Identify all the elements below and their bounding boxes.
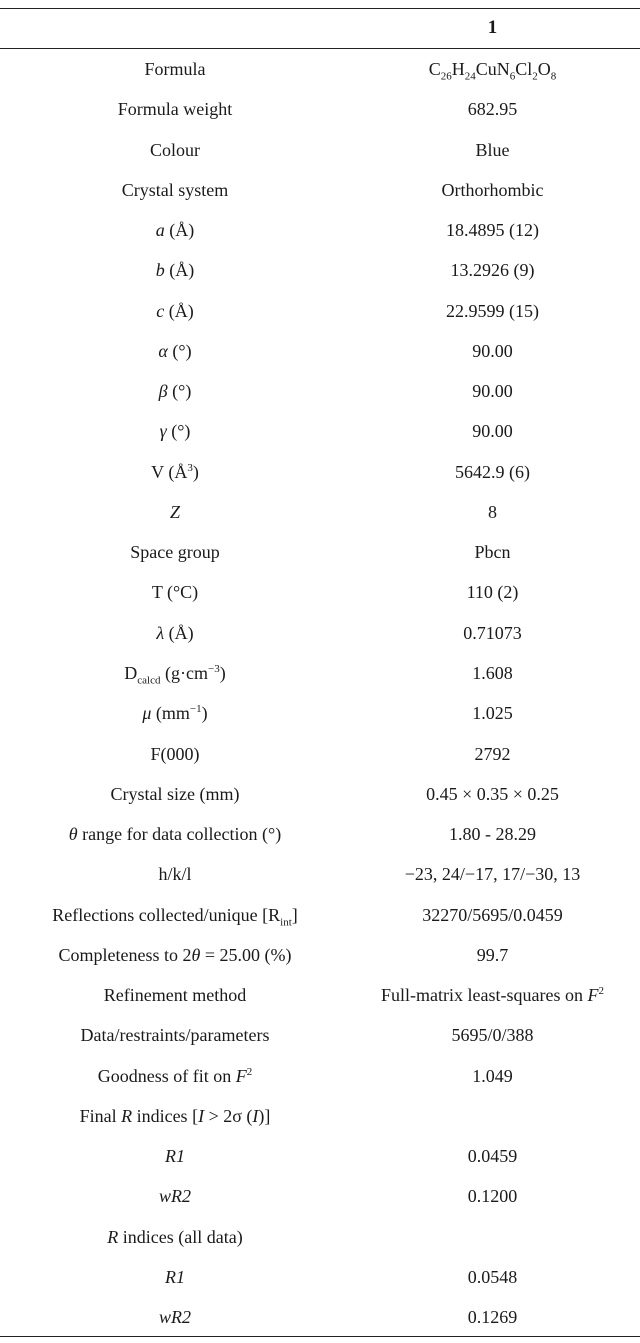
table-row [0, 1217, 640, 1257]
row-value: 1.049 [472, 1065, 513, 1086]
row-value: 18.4895 (12) [446, 220, 539, 241]
row-value: 5695/0/388 [451, 1025, 534, 1046]
row-value: 90.00 [472, 340, 513, 361]
row-label: γ (°) [159, 421, 191, 442]
table-bottom-rule [0, 1336, 640, 1337]
row-value: 0.1200 [467, 1186, 518, 1207]
table-row [0, 572, 640, 612]
table-row [0, 653, 640, 693]
table-row [0, 734, 640, 774]
row-value: 2792 [474, 743, 511, 764]
row-label: μ $(mm^{-1})$ [142, 703, 208, 724]
table-row [0, 895, 640, 935]
table-row [0, 250, 640, 290]
table-row [0, 371, 640, 411]
row-label: β (°) [158, 381, 192, 402]
row-value: 90.00 [472, 421, 513, 442]
row-value: 13.2926 (9) [450, 260, 535, 281]
row-label: R1 [165, 1266, 185, 1287]
row-label: Final R indices [I > 2σ (I)] [79, 1105, 271, 1126]
row-label: V $(Å^3)$ [151, 461, 199, 482]
row-label: Completeness to 2θ = 25.00 (%) [58, 944, 292, 965]
row-label: λ (Å) [156, 622, 194, 643]
row-value: 1.80 - 28.29 [449, 824, 536, 845]
row-value: 682.95 [467, 99, 518, 120]
row-label: T (°C) [151, 582, 199, 603]
table-row [0, 1096, 640, 1136]
table-row [0, 411, 640, 451]
row-value: 5642.9 (6) [455, 461, 530, 482]
row-value: Blue [475, 139, 510, 160]
row-label: Colour [149, 139, 200, 160]
table-row [0, 331, 640, 371]
table-row [0, 492, 640, 532]
row-value: 1.608 [472, 662, 513, 683]
table-row [0, 693, 640, 733]
row-label: Crystal size (mm) [110, 783, 240, 804]
row-label: Z [169, 501, 180, 522]
row-label: c (Å) [156, 300, 194, 321]
table-row [0, 1056, 640, 1096]
row-value: 0.0459 [467, 1146, 518, 1167]
row-value: 32270/5695/0.0459 [422, 904, 563, 925]
table-row [0, 613, 640, 653]
formula-value: $C_{26}H_{24}CuN_6Cl_2O_8$ [428, 59, 557, 83]
row-label: Reflections collected/unique $[R_{int}]$ [52, 904, 298, 929]
row-label: F(000) [150, 743, 200, 764]
row-value: −23, 24/−17, 17/−30, 13 [404, 864, 581, 885]
row-label: Formula [144, 59, 206, 79]
row-label: wR2 [158, 1186, 191, 1207]
row-label: a (Å) [155, 220, 195, 241]
row-value: 22.9599 (15) [446, 300, 539, 321]
row-value: Pbcn [474, 542, 511, 563]
table-row [0, 1136, 640, 1176]
compound-column-header: 1 [487, 17, 498, 38]
row-value: 0.71073 [463, 622, 522, 643]
row-value: 0.45 × 0.35 × 0.25 [426, 783, 559, 804]
row-value: 90.00 [472, 381, 513, 402]
row-label: Formula weight [117, 99, 233, 120]
table-row [0, 1297, 640, 1337]
table-row [0, 975, 640, 1015]
row-label: α (°) [158, 340, 192, 361]
row-label: b (Å) [155, 260, 195, 281]
row-value: 99.7 [476, 944, 509, 965]
label-column-header [0, 8, 350, 48]
table-row [0, 1176, 640, 1216]
row-label: wR2 [158, 1307, 191, 1328]
table-row [0, 1257, 640, 1297]
row-value: 8 [488, 501, 497, 522]
table-row [0, 170, 640, 210]
row-label: θ range for data collection (°) [68, 824, 282, 845]
row-label: Space group [130, 542, 220, 563]
row-value: 110 (2) [466, 582, 519, 603]
table-body [0, 49, 640, 1338]
row-label: Refinement method [103, 985, 247, 1006]
table-row [0, 49, 640, 89]
row-value: Full-matrix least-squares on $F^2$ [381, 985, 604, 1006]
row-label: R1 [165, 1146, 185, 1167]
table-row [0, 854, 640, 894]
row-label: Goodness of fit on $F^2$ [97, 1065, 253, 1086]
table-row [0, 210, 640, 250]
table-row [0, 291, 640, 331]
row-label: h/k/l [158, 864, 192, 885]
table-row [0, 130, 640, 170]
table-row [0, 89, 640, 129]
row-label: R indices (all data) [107, 1226, 243, 1247]
table-row [0, 532, 640, 572]
row-label: $D_{calcd}$ $(g\cdot cm^{-3})$ [124, 662, 226, 687]
table-row [0, 1015, 640, 1055]
row-value [345, 1217, 640, 1257]
table-row [0, 814, 640, 854]
row-value: Orthorhombic [441, 179, 544, 200]
row-label: Data/restraints/parameters [80, 1025, 270, 1046]
row-value: 1.025 [472, 703, 513, 724]
row-value [345, 1096, 640, 1136]
row-label: Crystal system [121, 179, 229, 200]
table-row [0, 935, 640, 975]
table-row [0, 774, 640, 814]
row-value: 0.1269 [467, 1307, 518, 1328]
table-row [0, 452, 640, 492]
row-value: 0.0548 [467, 1266, 518, 1287]
